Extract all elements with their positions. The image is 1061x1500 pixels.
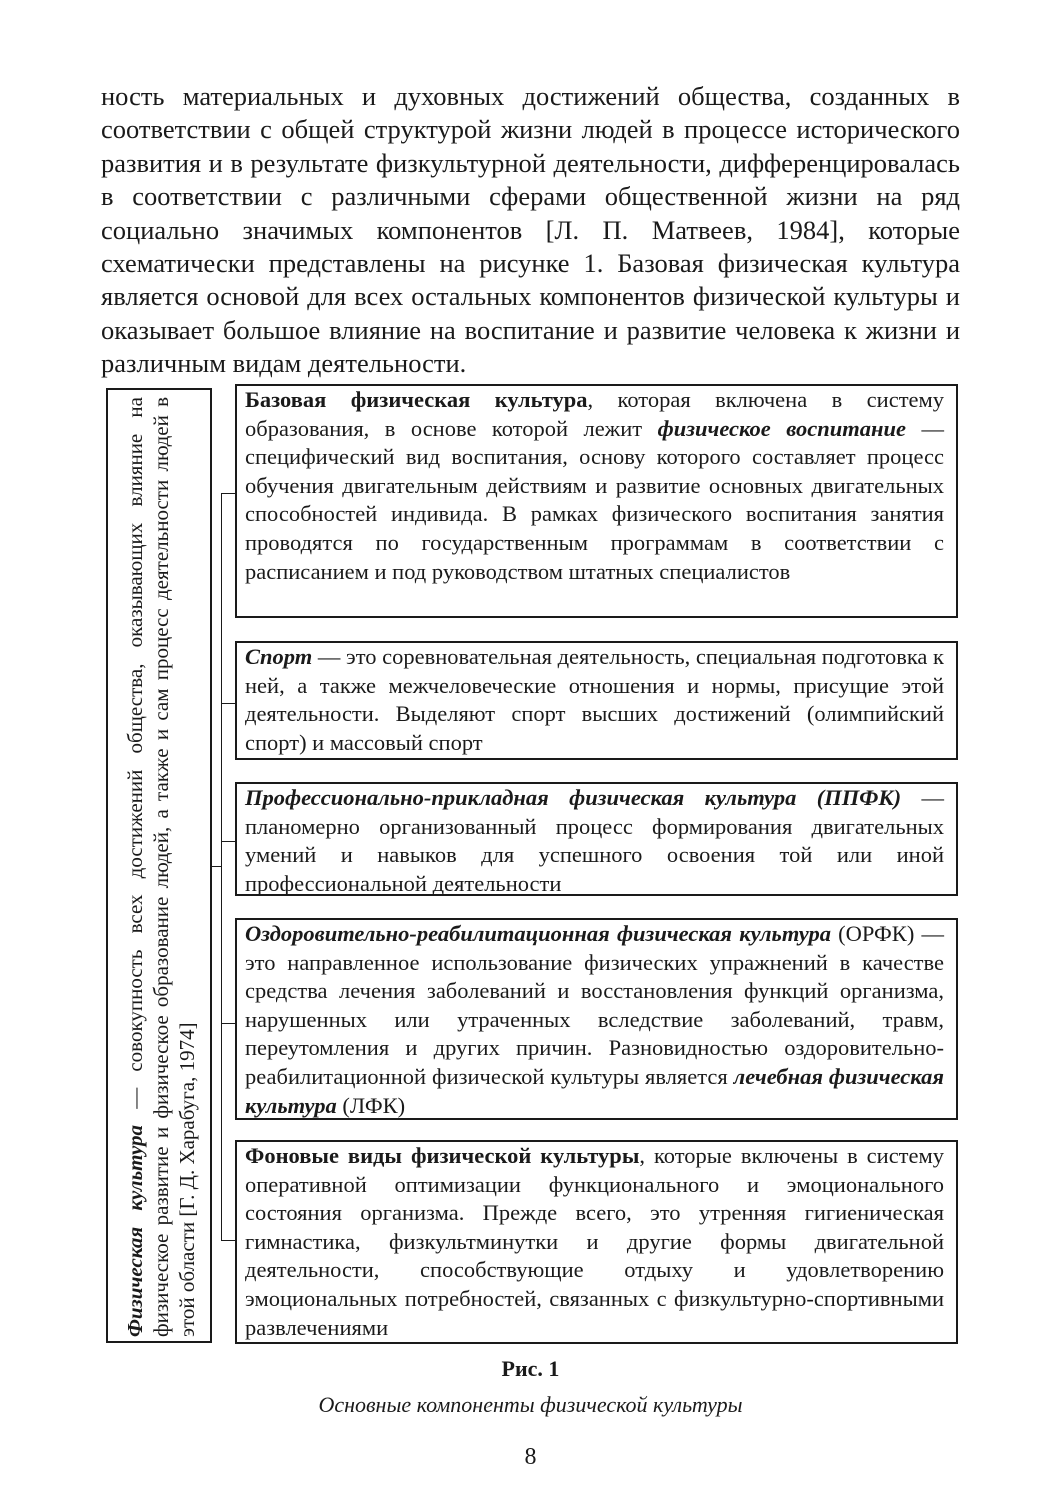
- intro-paragraph: ность материальных и духовных достижений общества, созданных в соответствии с общей структурой жизни людей в процессе исторического развития и в результате физкультурной деятельности, дифференцировалась в соответствии с различными сферами общественной жизни на ряд социально значимых компонентов [Л. П. Матвеев, 1984], которые схематически представлены на рисунке 1. Базовая физическая культура является основой для всех остальных компонентов физической культуры и оказывает большое влияние на воспитание и развитие человека к жизни и различным видам деятельности.: [101, 81, 960, 379]
- page-number: 8: [524, 1444, 537, 1470]
- component-4-term: лечебная физическая культура: [245, 1063, 944, 1118]
- component-2-title: Спорт: [245, 644, 313, 669]
- component-box-sport: [235, 641, 958, 760]
- component-4-text: (ОРФК) — это направленное использование физических упражнений в качестве средства лечения заболеваний и восстановления функций организма, нарушенных или утраченных вследствие заболеваний, травм, переутомления и других причин. Разновидностью оздоровительно-реабилитационной физической культуры является: [245, 921, 944, 1089]
- component-2-text: — это соревновательная деятельность, специальная подготовка к ней, а также межчеловеческие отношения и нормы, присущие этой деятельности. Выделяют спорт высших достижений (олимпийский спорт) и массовый спорт: [245, 644, 944, 755]
- component-box-professional: [235, 782, 958, 896]
- connector-trunk: [221, 493, 222, 1240]
- connector-tick-3: [221, 841, 235, 842]
- component-box-background: [235, 1140, 958, 1344]
- connector-tick-5: [221, 1240, 235, 1241]
- definition-text: [122, 397, 200, 1337]
- connector-tick-2: [221, 703, 235, 704]
- component-1-term: физическое воспитание: [657, 415, 907, 441]
- component-3-text: — планомерно организованный процесс формирования двигательных умений и навыков для успешного освоения той или иной профессиональной деятельности: [245, 785, 945, 896]
- component-1-text-2: — специфический вид воспитания, основу которого составляет процесс обучения двигательным действиям и развитие основных двигательных способностей индивида. В рамках физического воспитания занятия проводятся по государственным программам в соответствии с расписанием и под руководством штатных специалистов: [245, 415, 944, 584]
- component-5-title: Фоновые виды физической культуры: [245, 1143, 640, 1168]
- component-4-text-2: (ЛФК): [336, 1092, 406, 1118]
- figure-number: Рис. 1: [501, 1356, 560, 1381]
- definition-body: — совокупность всех достижений общества, оказывающих влияние на физическое развитие и физическое образование людей, а также и сам процесс деятельности людей в этой области [Г. Д. Харабуга, 1974]: [123, 397, 199, 1337]
- component-1-title: Базовая физическая культура: [245, 387, 588, 412]
- component-1-text: , которая включена в систему образования, в основе которой лежит: [245, 387, 945, 441]
- definition-term: Физическая культура: [123, 1124, 147, 1337]
- connector-tick-1: [221, 493, 235, 494]
- definition-box: [106, 388, 212, 1343]
- component-3-title: Профессионально-прикладная физическая культура (ППФК): [245, 785, 902, 810]
- figure-caption: Основные компоненты физической культуры: [318, 1392, 743, 1417]
- component-box-basic: [235, 384, 958, 618]
- connector-main: [212, 866, 221, 867]
- connector-tick-4: [221, 1023, 235, 1024]
- component-box-rehabilitation: [235, 918, 958, 1120]
- component-4-title: Оздоровительно-реабилитационная физическая культура: [245, 921, 831, 946]
- component-5-text: , которые включены в систему оперативной оптимизации функционального и эмоционального состояния организма. Прежде всего, это утренняя гигиеническая гимнастика, физкультминутки и другие формы двигательной деятельности, способствующие отдыху и удовлетворению эмоциональных потребностей, связанных с физкультурно-спортивными развлечениями: [245, 1143, 944, 1340]
